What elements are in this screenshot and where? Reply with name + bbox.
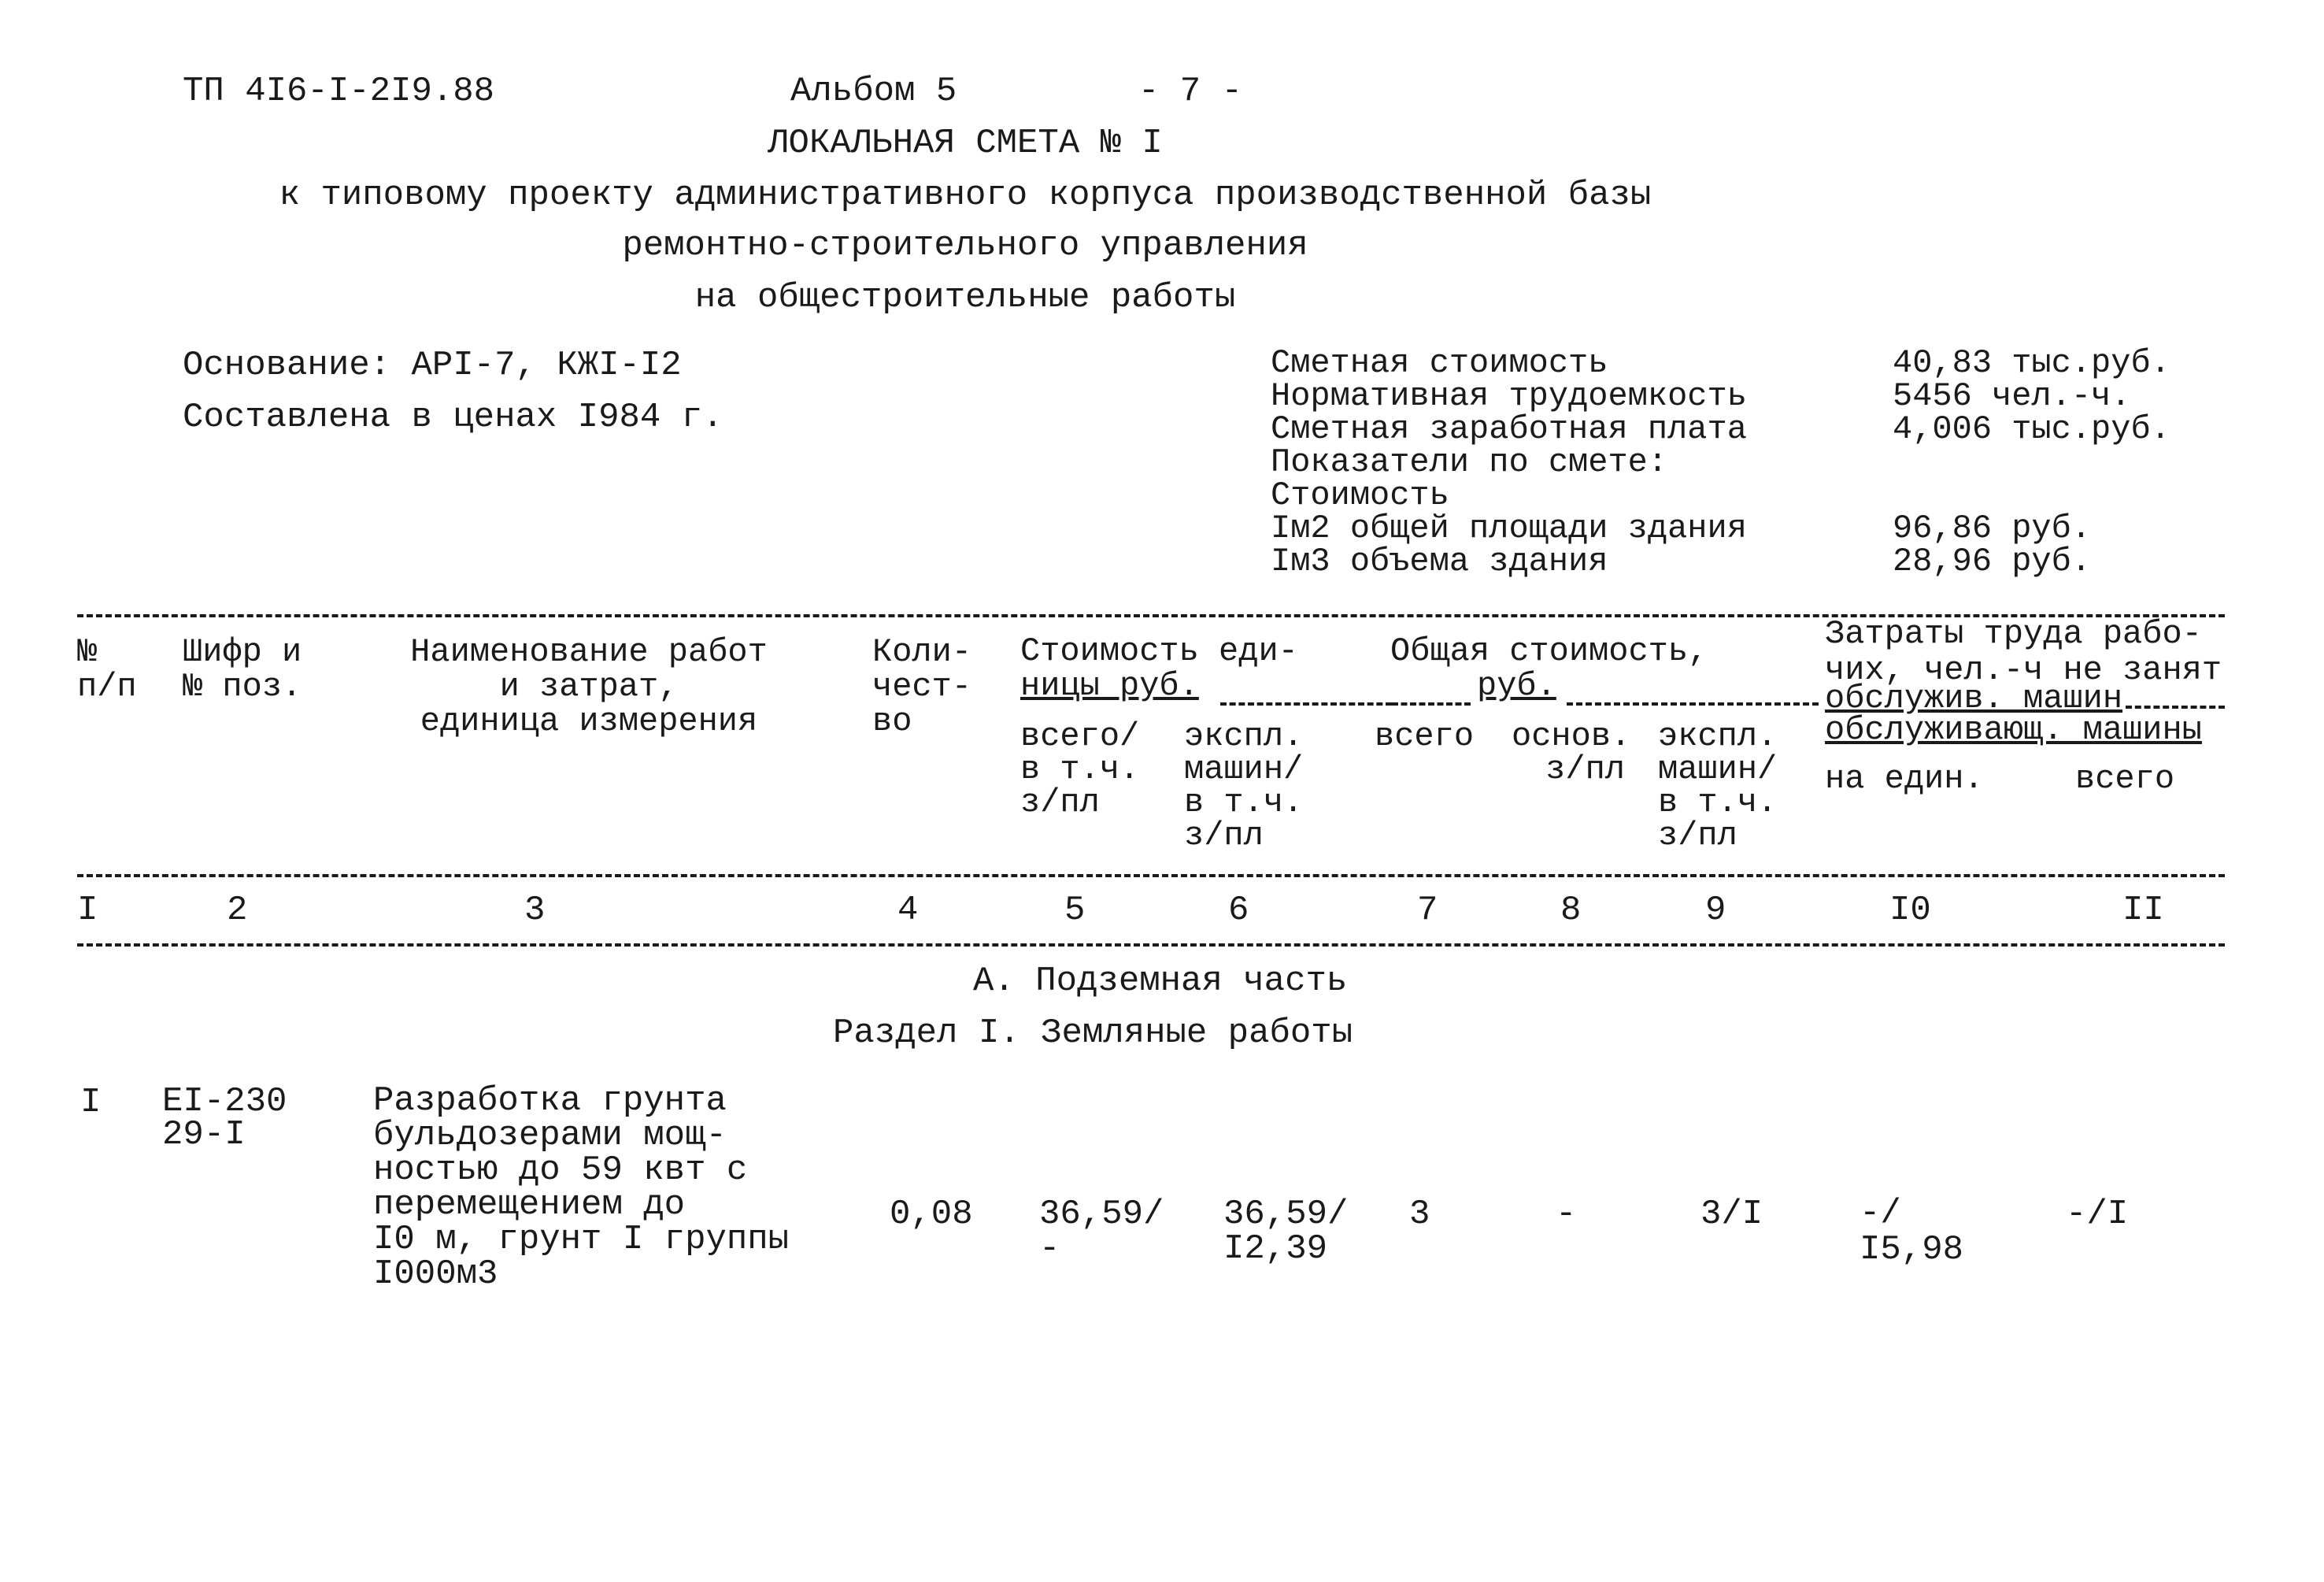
prices-line: Составлена в ценах I984 г. <box>183 398 723 437</box>
row-1-labor-total: -/I <box>2066 1195 2129 1234</box>
col-number-6: 6 <box>1228 891 1249 930</box>
row-1-labor-unit: -/ I5,98 <box>1860 1194 1964 1269</box>
title-line-3: ремонтно-строительного управления <box>622 226 1308 265</box>
row-1-code: EI-230 29-I <box>162 1082 287 1154</box>
col-number-4: 4 <box>897 891 919 930</box>
col-number-2: 2 <box>227 891 248 930</box>
header-total-cost: Общая стоимость, <box>1390 632 1708 670</box>
summary-labels: Сметная стоимость Нормативная трудоемкость Сметная заработная плата Показатели по смете: Стоимость Iм2 общей площади здания Iм3 объема здания <box>1271 344 1747 580</box>
row-1-unit-total: 36,59/ - <box>1039 1195 1164 1269</box>
title-line-4: на общестроительные работы <box>694 278 1236 317</box>
col-number-10: I0 <box>1889 891 1931 930</box>
row-1-num: I <box>80 1083 102 1122</box>
subsection-heading: Раздел I. Земляные работы <box>833 1013 1353 1053</box>
row-1-name: Разработка грунта бульдозерами мощ- ностью до 59 квт с перемещением до I0 м, грунт I группы I000м3 <box>373 1081 790 1294</box>
header-total-cost-rule-b <box>1567 702 1819 706</box>
header-col11: всего <box>2075 760 2175 798</box>
header-labor: Затраты труда рабо- <box>1825 615 2202 653</box>
album-label: Альбом 5 <box>790 72 957 111</box>
header-unit-cost-rule <box>1220 702 1392 706</box>
summary-values: 40,83 тыс.руб. 5456 чел.-ч. 4,006 тыс.руб. 96,86 руб. 28,96 руб. <box>1893 344 2170 580</box>
header-total-cost-rule-a <box>1392 702 1471 706</box>
section-heading: А. Подземная часть <box>973 961 1348 1001</box>
row-1-total: 3 <box>1409 1195 1430 1234</box>
estimate-title: ЛОКАЛЬНАЯ СМЕТА № I <box>768 124 1163 163</box>
header-col5: всего/ в т.ч. з/пл <box>1020 717 1140 821</box>
row-1-total-mach: 3/I <box>1700 1195 1763 1234</box>
col-number-1: I <box>77 891 98 930</box>
col-number-5: 5 <box>1064 891 1086 930</box>
header-num: № п/п <box>77 633 137 706</box>
row-1-total-wage: - <box>1556 1195 1577 1234</box>
row-1-qty: 0,08 <box>890 1195 973 1234</box>
header-col9: экспл. машин/ в т.ч. з/пл <box>1658 717 1778 854</box>
col-number-9: 9 <box>1705 891 1726 930</box>
header-code: Шифр и № поз. <box>183 633 302 706</box>
header-qty: Коли- чест- во <box>872 633 972 740</box>
col-number-7: 7 <box>1417 891 1438 930</box>
row-1-unit-mach: 36,59/ I2,39 <box>1223 1195 1349 1269</box>
col-number-3: 3 <box>524 891 546 930</box>
header-col6: экспл. машин/ в т.ч. з/пл <box>1184 717 1304 854</box>
header-name: Наименование работ и затрат, единица измерения <box>410 633 768 740</box>
header-labor-2: чих, чел.-ч не занят <box>1825 651 2222 689</box>
header-col8: основ. з/пл <box>1512 717 1631 788</box>
header-col7: всего <box>1375 717 1475 755</box>
header-unit-cost-2: ницы руб. <box>1020 667 1199 705</box>
basis-line: Основание: АРI-7, КЖI-I2 <box>183 346 682 385</box>
header-labor-rule <box>2126 706 2225 709</box>
col-number-8: 8 <box>1560 891 1582 930</box>
column-numbers-top-rule <box>77 874 2225 877</box>
col-number-11: II <box>2122 891 2164 930</box>
column-numbers-bottom-rule <box>77 943 2225 947</box>
header-labor-4: обслуживающ. машины <box>1825 711 2202 749</box>
title-line-2: к типовому проекту административного корпуса производственной базы <box>279 176 1652 215</box>
header-unit-cost: Стоимость еди- <box>1020 632 1298 670</box>
document-code: ТП 4I6-I-2I9.88 <box>183 72 495 111</box>
header-col10: на един. <box>1825 760 1984 798</box>
header-total-cost-2: руб. <box>1477 667 1556 705</box>
header-labor-3: обслужив. машин <box>1825 680 2123 717</box>
page-number: - 7 - <box>1138 72 1243 111</box>
